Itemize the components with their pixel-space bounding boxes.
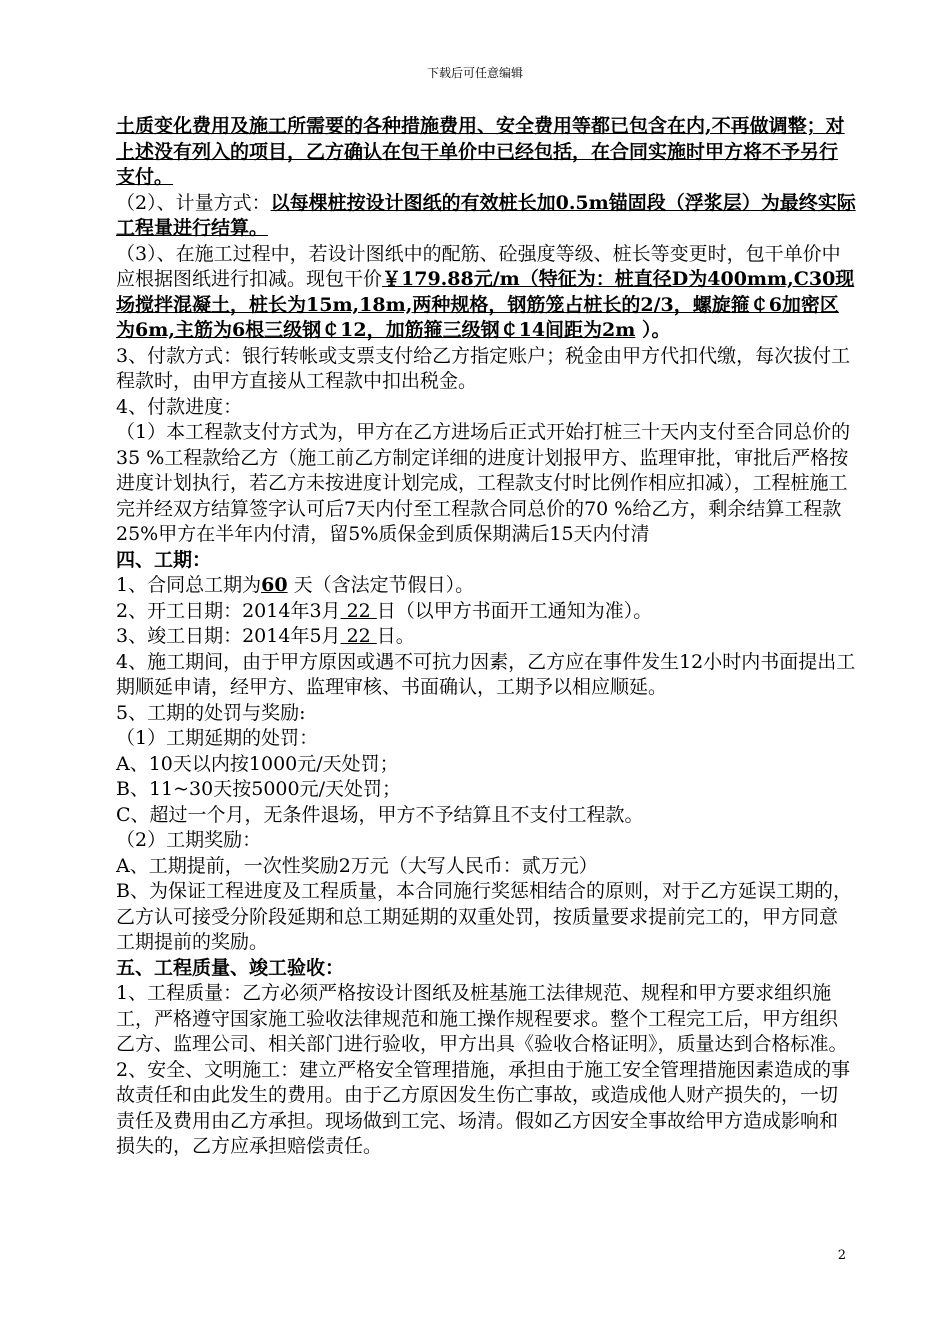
document-body: [116, 114, 856, 1160]
paragraph-reward-a: A、工期提前，一次性奖励2万元（大写人民币：贰万元）: [116, 854, 598, 877]
price-adjust-text: （3）、在施工过程中，若设计图纸中的配筋、砼强度等级、桩长等变更时，包干单价中应根据图纸进行扣减。现包干价: [116, 242, 841, 290]
paragraph-penalty-b: B、11~30天按5000元/天处罚；: [116, 778, 401, 800]
price-spec-end: ）。: [635, 319, 671, 341]
end-date-label: 3、竣工日期：2014年5月: [116, 625, 341, 647]
start-date-label: 2、开工日期：2014年3月: [116, 599, 341, 622]
unit-price-spec: ￥179.88元/m（特征为：桩直径D为400mm,C30现场搅拌混凝土，桩长为15m,18m,两种规格，钢筋笼占桩长的2/3，螺旋箍￠6加密区为6m,主筋为6根三级钢￠12，加筋箍三级钢￠14间距为2m: [116, 268, 855, 341]
start-date-note: 日（以甲方书面开工通知为准）。: [376, 599, 653, 622]
paragraph-total-period: [116, 573, 856, 599]
total-period-label: 1、合同总工期为: [116, 574, 262, 596]
start-date-day: 22: [340, 599, 377, 622]
paragraph-price-adjust: [116, 242, 856, 344]
paragraph-payment-detail: （1）本工程款支付方式为，甲方在乙方进场后正式开始打桩三十天内支付至合同总价的35 %工程款给乙方（施工前乙方制定详细的进度计划报甲方、监理审批，审批后严格按进度计划执行，若乙方未按进度计划完成，工程款支付时比例作相应扣减），工程桩施工完并经双方结算签字认可后7天内付至工程款合同总价的70 %给乙方，剩余结算工程款25%甲方在半年内付清，留5%质保金到质保期满后15天内付清: [116, 421, 851, 545]
page-number: 2: [837, 1248, 846, 1263]
heading-schedule: 四、工期：: [116, 548, 212, 571]
paragraph-penalty-a: A、10天以内按1000元/天处罚；: [116, 752, 399, 775]
paragraph-start-date: [116, 599, 856, 625]
paragraph-cost-clause: 土质变化费用及施工所需要的各种措施费用、安全费用等都已包含在内,不再做调整；对上述没有列入的项目，乙方确认在包干单价中已经包括，在合同实施时甲方将不予另行支付。: [116, 115, 845, 188]
paragraph-penalty-c: C、超过一个月，无条件退场，甲方不予结算且不支付工程款。: [116, 803, 644, 826]
paragraph-quality: 1、工程质量：乙方必须严格按设计图纸及桩基施工法律规范、规程和甲方要求组织施工，严格遵守国家施工验收法律规范和施工操作规程要求。整个工程完工后，甲方组织乙方、监理公司、相关部门进行验收，甲方出具《验收合格证明》，质量达到合格标准。: [116, 982, 848, 1055]
heading-quality: 五、工程质量、竣工验收：: [116, 956, 345, 979]
end-date-note: 日。: [376, 625, 415, 647]
total-period-days: 60: [261, 574, 288, 596]
paragraph-end-date: [116, 624, 856, 650]
paragraph-reward-b: B、为保证工程进度及工程质量，本合同施行奖惩相结合的原则，对于乙方延误工期的，乙方认可接受分阶段延期和总工期延期的双重处罚，按质量要求提前完工的，甲方同意工期提前的奖励。: [116, 880, 852, 953]
measurement-label: （2）、计量方式：: [116, 191, 271, 214]
paragraph-reward-title: （2）工期奖励：: [116, 829, 262, 851]
total-period-note: 天（含法定节假日）。: [287, 574, 475, 596]
paragraph-extension: 4、施工期间，由于甲方原因或遇不可抗力因素，乙方应在事件发生12小时内书面提出工期顺延申请，经甲方、监理审核、书面确认，工期予以相应顺延。: [116, 650, 856, 698]
end-date-day: 22: [340, 625, 377, 647]
paragraph-penalty-title: （1）工期延期的处罚：: [116, 727, 319, 749]
paragraph-safety: 2、安全、文明施工：建立严格安全管理措施，承担由于施工安全管理措施因素造成的事故责任和由此发生的费用。由于乙方原因发生伤亡事故，或造成他人财产损失的，一切责任及费用由乙方承担。现场做到工完、场清。假如乙方因安全事故给甲方造成影响和损失的，乙方应承担赔偿责任。: [116, 1058, 851, 1157]
paragraph-measurement: [116, 191, 856, 242]
paragraph-penalty-reward: 5、工期的处罚与奖励:: [116, 701, 306, 724]
paragraph-payment-progress: 4、付款进度：: [116, 395, 243, 418]
paragraph-payment-method: 3、付款方式：银行转帐或支票支付给乙方指定账户；税金由甲方代扣代缴，每次拔付工程款时，由甲方直接从工程款中扣出税金。: [116, 344, 851, 392]
page-header: 下载后可任意编辑: [426, 66, 523, 80]
measurement-text: 以每棵桩按设计图纸的有效桩长加0.5m锚固段（浮浆层）为最终实际工程量进行结算。: [116, 191, 856, 239]
